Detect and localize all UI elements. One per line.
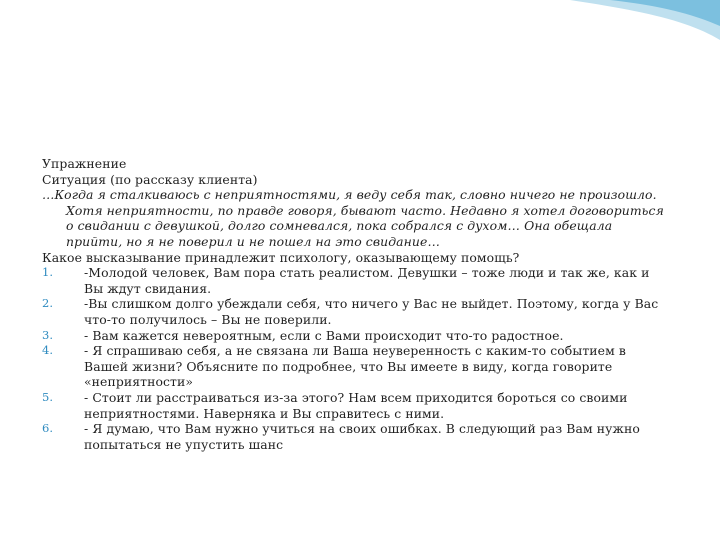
question-text: Какое высказывание принадлежит психологу, оказывающему помощь? [42, 249, 520, 265]
answer-item-3 [42, 328, 672, 344]
answer-item-6 [42, 421, 672, 452]
answer-number: 6. [42, 421, 54, 436]
slide-body [42, 156, 672, 452]
corner-wave-decoration [570, 0, 720, 44]
answer-item-1 [42, 265, 672, 296]
situation-text: …Когда я сталкиваюсь с неприятностями, я веду себя так, словно ничего не произошло. Хотя неприятности, по правде говоря, бывают часто. Недавно я хотел договориться о свидании с девушкой, долго сомневался, пока собрался с духом… Она обещала прийти, но я не поверил и не пошел на это свидание… [42, 187, 664, 249]
situation-title: Ситуация (по рассказу клиента) [42, 171, 258, 187]
answer-text: - Стоит ли расстраиваться из-за этого? Нам всем приходится бороться со своими [84, 389, 628, 405]
answer-number: 2. [42, 296, 54, 311]
answer-text: - Я думаю, что Вам нужно учиться на своих ошибках. В следующий раз Вам нужно попытаться не упустить шанс [84, 421, 640, 452]
answer-text: -Вы слишком долго убеждали себя, что ничего у Вас не выйдет. Поэтому, когда у Вас что-то получилось – Вы не поверили. [84, 296, 659, 327]
answer-text: - Вам кажется невероятным, если с Вами происходит что-то радостное. [84, 327, 564, 343]
answer-number: 4. [42, 343, 54, 358]
answer-item-5 [42, 390, 672, 421]
answer-list [42, 265, 672, 452]
answer-text: -Молодой человек, Вам пора стать реалистом. Девушки – тоже люди и так же, как и Вы ждут свидания. [84, 265, 650, 296]
answer-number: 3. [42, 327, 54, 342]
exercise-heading: Упражнение [42, 156, 127, 171]
answer-text-continued: неприятностями. Наверняка и Вы справитесь с ними. [84, 405, 445, 421]
answer-text: - Я спрашиваю себя, а не связана ли Ваша неуверенность с каким-то событием в Вашей жизни? Объясните по подробнее, что Вы имеете в виду, когда говорите «неприятности» [84, 343, 626, 390]
answer-item-4 [42, 343, 672, 390]
answer-number: 5. [42, 389, 54, 404]
answer-number: 1. [42, 265, 54, 280]
answer-item-2 [42, 296, 672, 327]
